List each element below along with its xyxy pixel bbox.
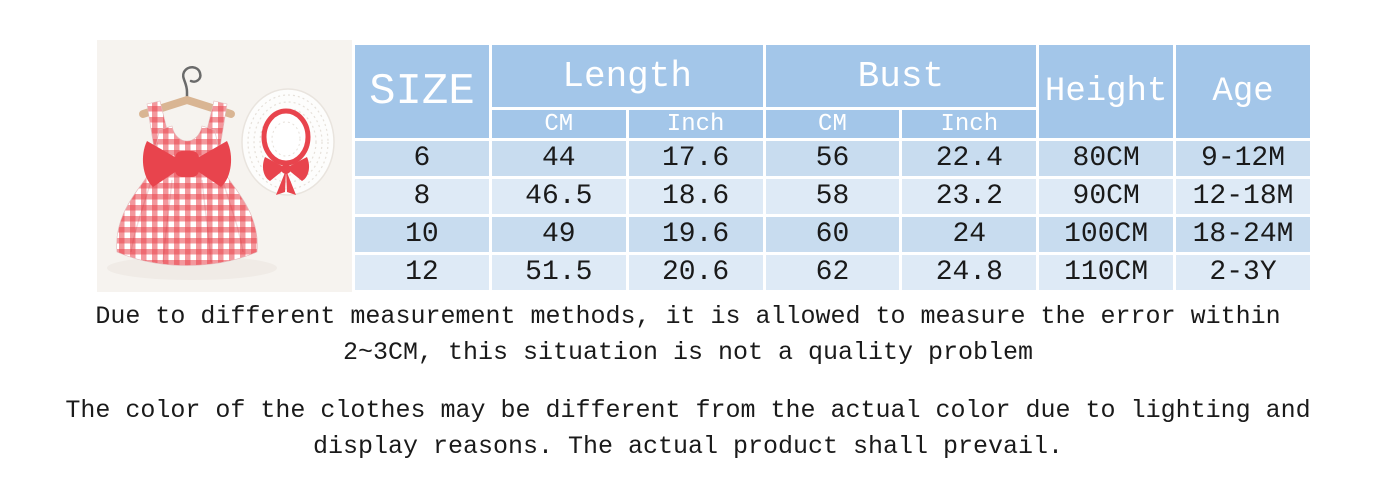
age-cell: 2-3Y [1176,255,1310,290]
bust-cm-cell: 56 [766,141,900,176]
product-photo-illustration [97,40,352,292]
age-cell: 9-12M [1176,141,1310,176]
length-inch-cell: 19.6 [629,217,763,252]
table-row [355,141,1310,176]
product-photo [97,40,352,292]
length-inch-header: Inch [629,110,763,138]
height-cell: 110CM [1039,255,1173,290]
length-inch-cell: 17.6 [629,141,763,176]
size-cell: 8 [355,179,489,214]
bust-inch-cell: 23.2 [902,179,1036,214]
height-cell: 80CM [1039,141,1173,176]
bust-cm-header: CM [766,110,900,138]
age-cell: 12-18M [1176,179,1310,214]
size-column-header: SIZE [355,45,489,138]
bust-inch-header: Inch [902,110,1036,138]
height-cell: 100CM [1039,217,1173,252]
length-cm-cell: 46.5 [492,179,626,214]
length-cm-cell: 44 [492,141,626,176]
length-cm-header: CM [492,110,626,138]
bust-inch-cell: 24 [902,217,1036,252]
table-row [355,255,1310,290]
size-table [352,42,1313,293]
hat-illustration [242,89,334,195]
height-column-header: Height [1039,45,1173,138]
length-inch-cell: 20.6 [629,255,763,290]
size-cell: 6 [355,141,489,176]
bust-cm-cell: 62 [766,255,900,290]
height-cell: 90CM [1039,179,1173,214]
age-cell: 18-24M [1176,217,1310,252]
color-note-line2: display reasons. The actual product shall prevail. [312,432,1064,461]
measurement-note-line1: Due to different measurement methods, it is allowed to measure the error within [95,302,1281,331]
bust-inch-cell: 22.4 [902,141,1036,176]
color-note-line1: The color of the clothes may be different from the actual color due to lighting and [65,396,1311,425]
disclaimer-notes [0,299,1376,465]
length-inch-cell: 18.6 [629,179,763,214]
size-cell: 12 [355,255,489,290]
table-row [355,179,1310,214]
color-note [0,393,1376,465]
bust-inch-cell: 24.8 [902,255,1036,290]
length-cm-cell: 49 [492,217,626,252]
age-column-header: Age [1176,45,1310,138]
table-row [355,217,1310,252]
bust-cm-cell: 58 [766,179,900,214]
size-cell: 10 [355,217,489,252]
measurement-note [0,299,1376,371]
bust-column-header: Bust [766,45,1037,107]
bust-cm-cell: 60 [766,217,900,252]
length-column-header: Length [492,45,763,107]
measurement-note-line2: 2~3CM, this situation is not a quality problem [342,338,1034,367]
length-cm-cell: 51.5 [492,255,626,290]
